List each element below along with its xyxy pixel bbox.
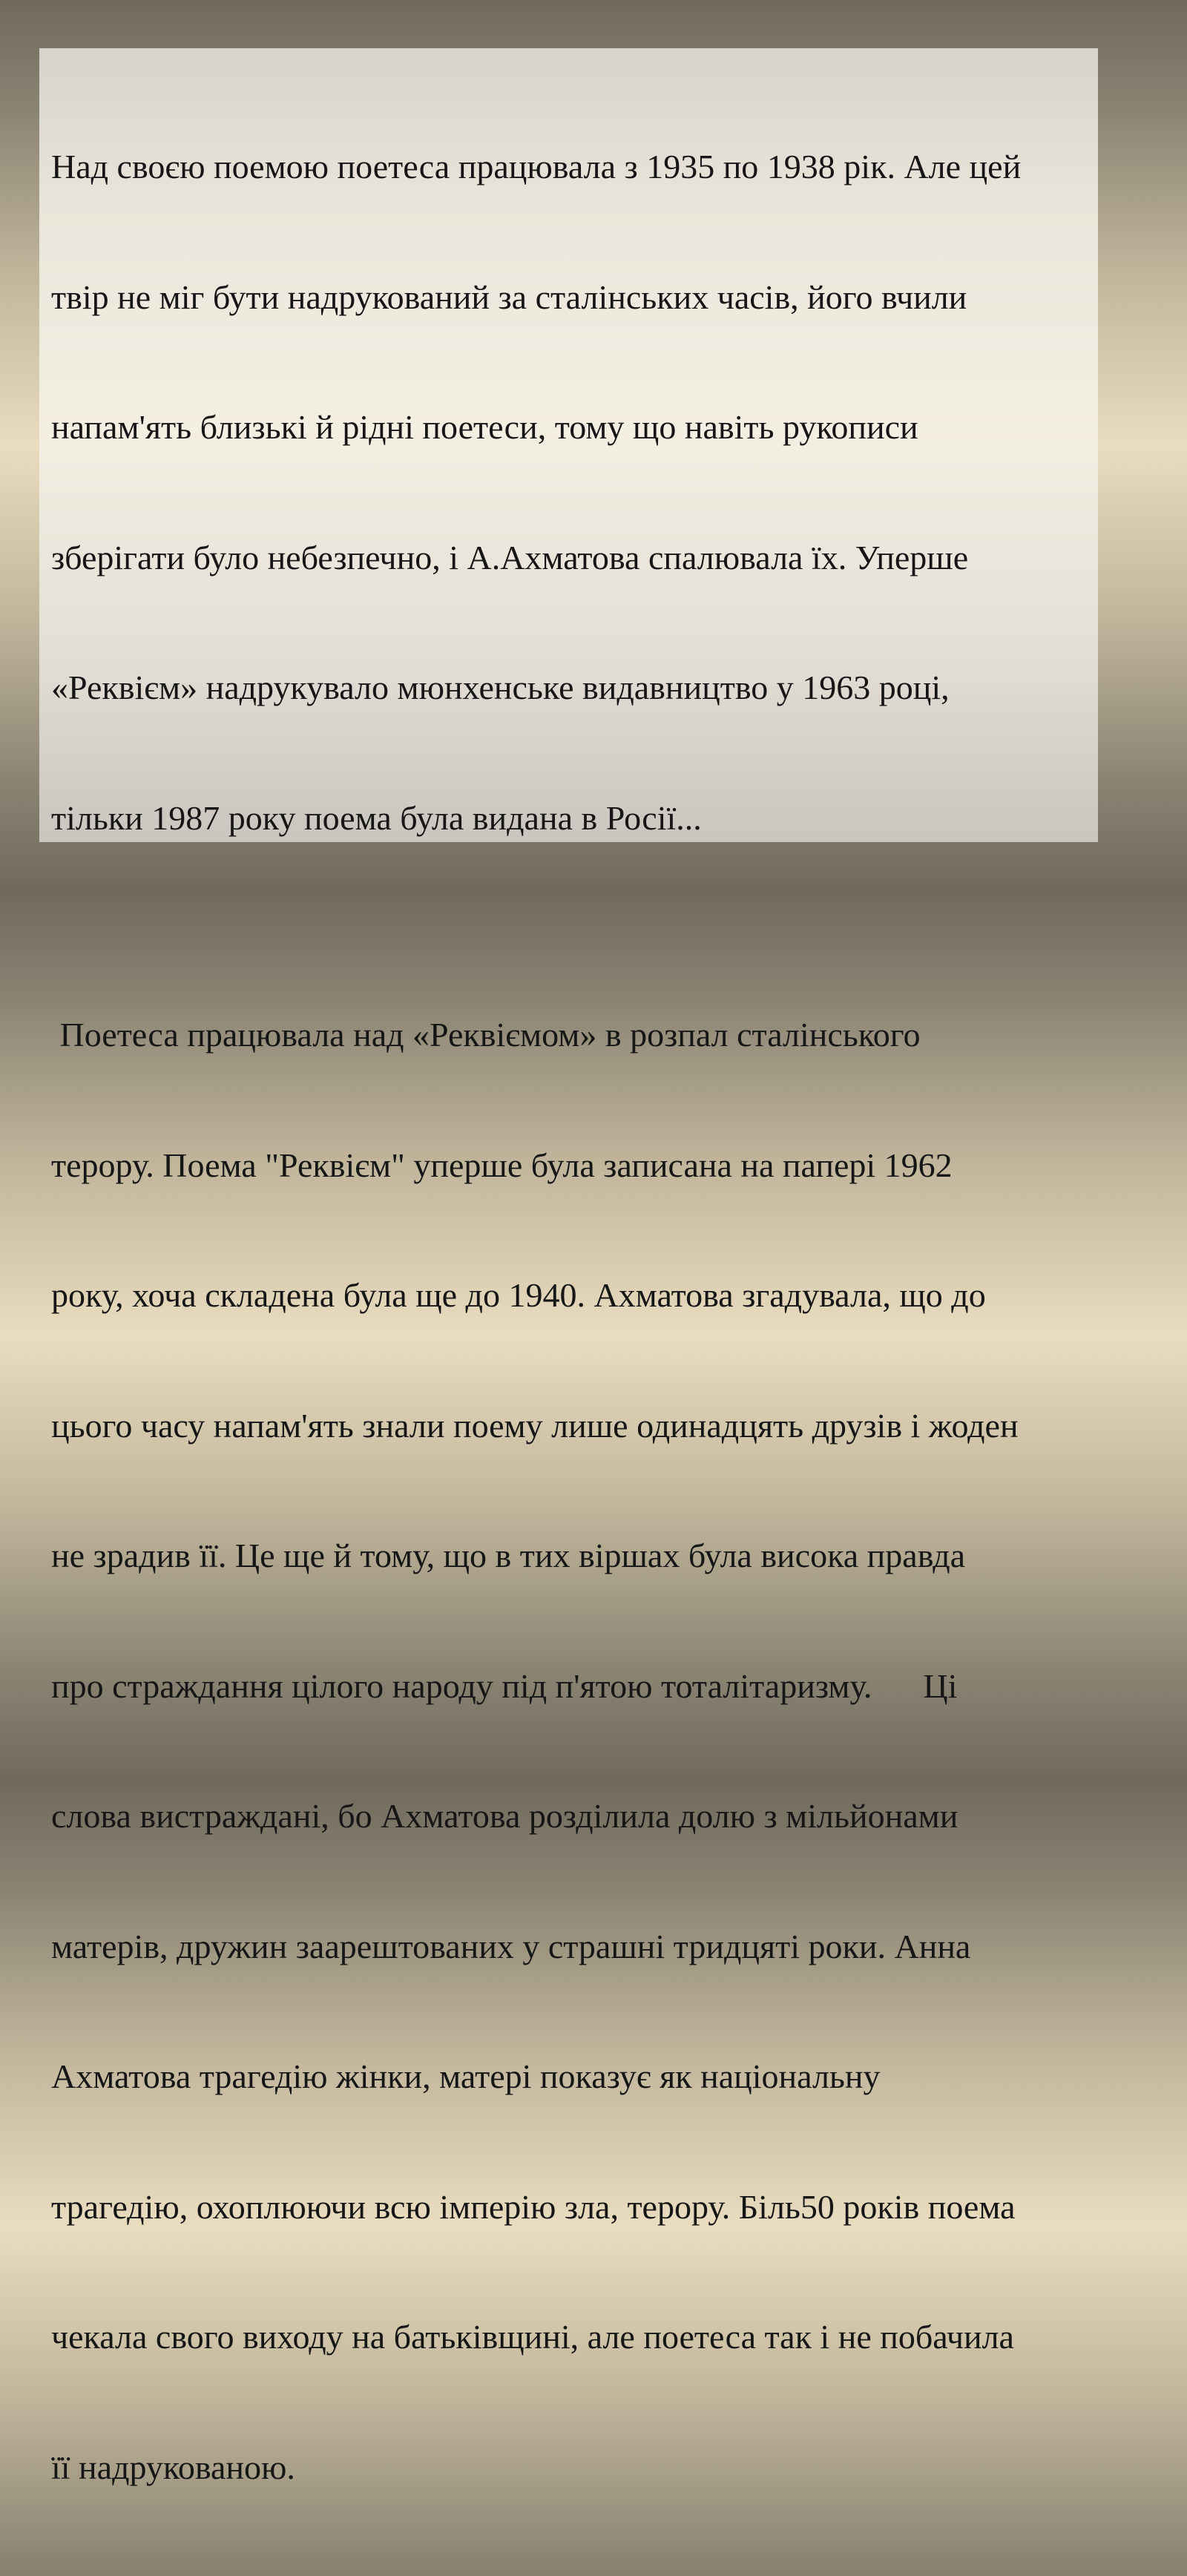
text-line: Над своєю поемою поетеса працювала з 1935 по 1938 рік. Але цей [51, 148, 1022, 185]
text-line: матерів, дружин заарештованих у страшні тридцяті роки. Анна [51, 1927, 971, 1965]
text-line: напам'ять близькі й рідні поетеси, тому що навіть рукописи [51, 408, 918, 446]
text-line: її надрукованою. [51, 2448, 295, 2486]
text-line: Поетеса працювала над «Реквіємом» в розпал сталінського [51, 1016, 921, 1054]
text-line: Ахматова трагедію жінки, матері показує як національну [51, 2057, 881, 2095]
text-line: зберігати було небезпечно, і А.Ахматова спалювала їх. Уперше [51, 538, 969, 576]
paragraph-2 [51, 927, 1086, 2576]
text-line: не зрадив її. Це ще й тому, що в тих віршах була висока правда [51, 1537, 966, 1574]
text-line: тільки 1987 року поема була видана в Росії... [51, 798, 702, 837]
text-line: твір не міг бути надрукований за сталінських часів, його вчили [51, 277, 967, 316]
text-line: трагедію, охоплюючи всю імперію зла, терору. Біль50 років поема [51, 2187, 1016, 2226]
text-line: слова вистраждані, бо Ахматова розділила долю з мільйонами [51, 1797, 959, 1835]
text-line: цього часу напам'ять знали поему лише одинадцять друзів і жоден [51, 1406, 1019, 1445]
text-line: терору. Поема "Реквієм" уперше була записана на папері 1962 [51, 1146, 953, 1184]
text-line: «Реквієм» надрукувало мюнхенське видавництво у 1963 році, [51, 668, 950, 706]
text-line: року, хоча складена була ще до 1940. Ахматова згадувала, що до [51, 1276, 986, 1314]
paragraph-1 [51, 59, 1086, 927]
text-line: чекала свого виходу на батьківщині, але поетеса так і не побачила [51, 2318, 1014, 2356]
text-box [39, 48, 1098, 2486]
text-line: про страждання цілого народу під п'ятою тоталітаризму. Ці [51, 1666, 958, 1705]
